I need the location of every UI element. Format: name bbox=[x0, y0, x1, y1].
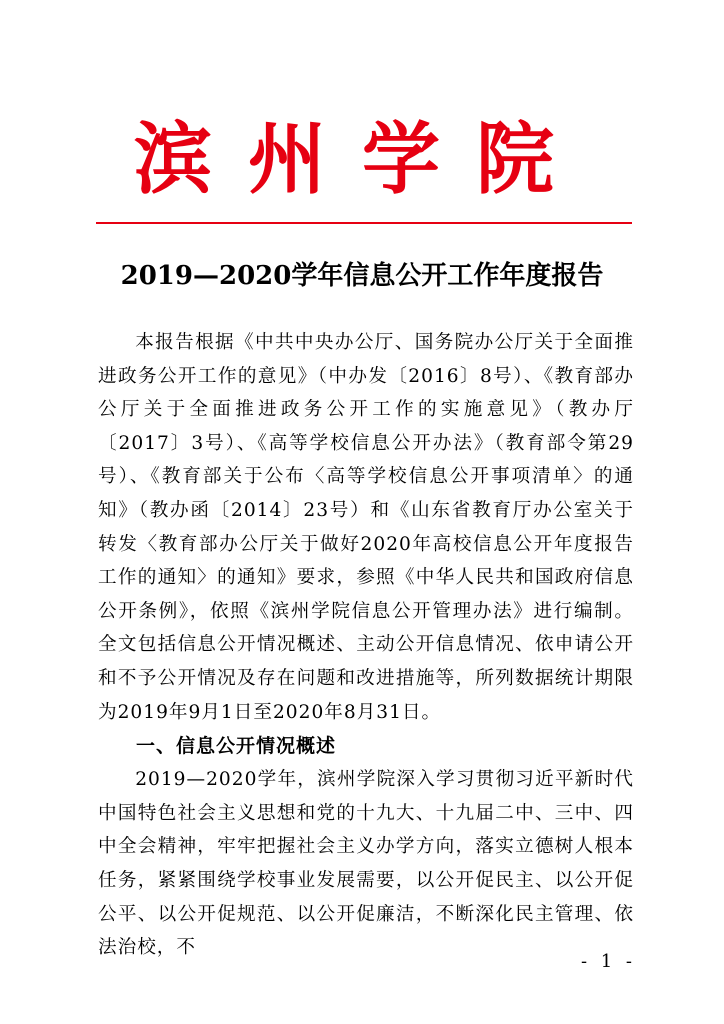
section-heading: 一、信息公开情况概述 bbox=[136, 735, 337, 758]
document-title: 2019—2020学年信息公开工作年度报告 bbox=[120, 261, 604, 291]
page-number: - 1 - bbox=[580, 951, 636, 972]
section-paragraph: 2019—2020学年，滨州学院深入学习贯彻习近平新时代中国特色社会主义思想和党的十九大、十九届二中、三中、四中全会精神，牢牢把握社会主义办学方向，落实立德树人根本任务，紧紧围绕学校事业发展需要，以公开促民主、以公开促公平、以公开促规范、以公开促廉洁，不断深化民主管理、依法治校，不 bbox=[98, 769, 634, 959]
masthead-institution-name: 滨州学院 bbox=[133, 114, 590, 205]
intro-paragraph: 本报告根据《中共中央办公厅、国务院办公厅关于全面推进政务公开工作的意见》（中办发〔2016〕8号）、《教育部办公厅关于全面推进政务公开工作的实施意见》（教办厅〔2017〕3号）、《高等学校信息公开办法》（教育部令第29号）、《教育部关于公布〈高等学校信息公开事项清单〉的通知》（教办函〔2014〕23号）和《山东省教育厅办公室关于转发〈教育部办公厅关于做好2020年高校信息公开年度报告工作的通知〉的通知》要求，参照《中华人民共和国政府信息公开条例》，依照《滨州学院信息公开管理办法》进行编制。全文包括信息公开情况概述、主动公开信息情况、依申请公开和不予公开情况及存在问题和改进措施等，所列数据统计期限为2019年9月1日至2020年8月31日。 bbox=[98, 332, 634, 723]
document-body bbox=[98, 326, 634, 965]
masthead-red-divider bbox=[96, 222, 632, 224]
